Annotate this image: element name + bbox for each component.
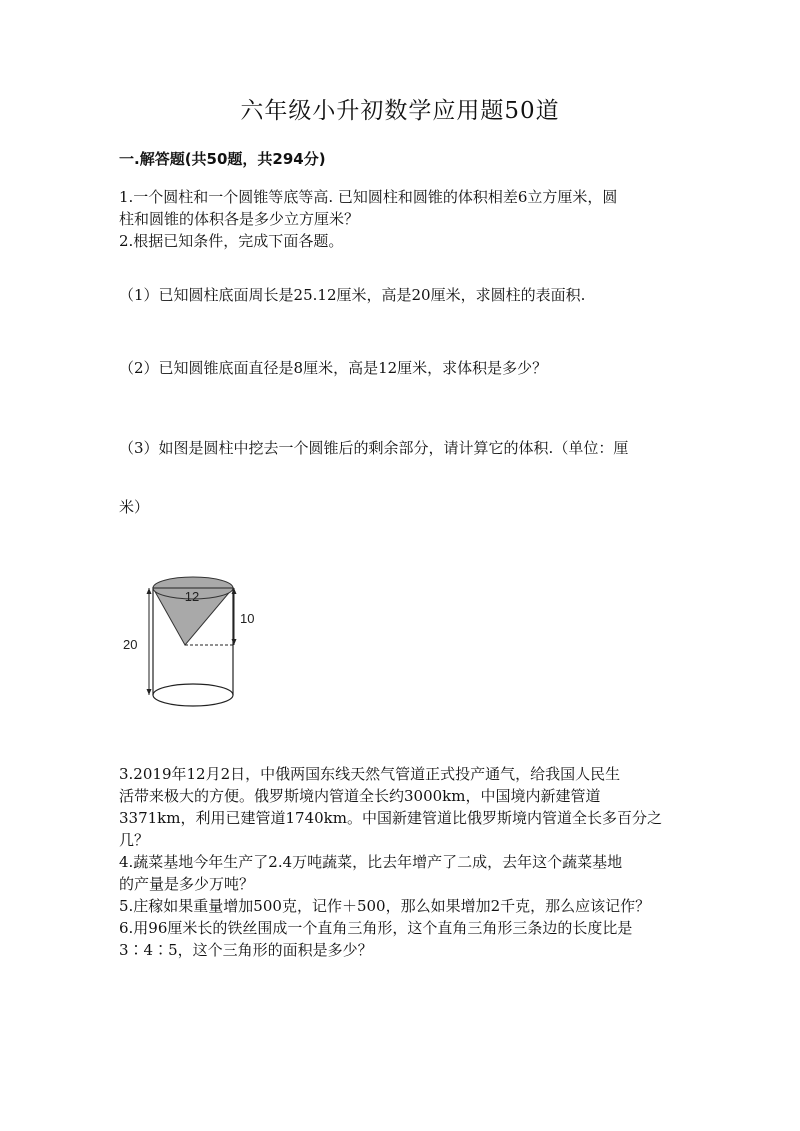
q3-line4: 几？ [119, 831, 150, 849]
cylinder-cone-figure [118, 572, 268, 712]
q2-part1: （1）已知圆柱底面周长是25.12厘米，高是20厘米，求圆柱的表面积. [119, 286, 586, 304]
q1-line1: 1.一个圆柱和一个圆锥等底等高. 已知圆柱和圆锥的体积相差6立方厘米，圆 [119, 188, 618, 206]
q3-line1: 3.2019年12月2日，中俄两国东线天然气管道正式投产通气，给我国人民生 [119, 765, 621, 783]
q2-part3-line2: 米） [119, 498, 150, 516]
section-heading: 一.解答题(共50题，共294分) [119, 150, 326, 168]
q4-line1: 4.蔬菜基地今年生产了2.4万吨蔬菜，比去年增产了二成，去年这个蔬菜基地 [119, 853, 623, 871]
cylinder-height-label: 20 [123, 637, 138, 652]
q6-line2: 3∶4∶5，这个三角形的面积是多少？ [119, 941, 373, 959]
q3-line3: 3371km，利用已建管道1740km。中国新建管道比俄罗斯境内管道全长多百分之 [119, 809, 662, 827]
q6-line1: 6.用96厘米长的铁丝围成一个直角三角形，这个直角三角形三条边的长度比是 [119, 919, 633, 937]
cone-height-label: 10 [240, 611, 255, 626]
q2-intro: 2.根据已知条件，完成下面各题。 [119, 232, 344, 250]
q2-part2: （2）已知圆锥底面直径是8厘米，高是12厘米，求体积是多少？ [119, 359, 548, 377]
page-title: 六年级小升初数学应用题50道 [240, 98, 560, 124]
q2-part3-line1: （3）如图是圆柱中挖去一个圆锥后的剩余部分，请计算它的体积.（单位：厘 [119, 439, 629, 457]
diameter-label: 12 [184, 589, 200, 604]
q1-line2: 柱和圆锥的体积各是多少立方厘米？ [119, 210, 360, 228]
q4-line2: 的产量是多少万吨？ [119, 875, 255, 893]
cylinder-bottom-ellipse [153, 684, 233, 706]
q5-line1: 5.庄稼如果重量增加500克，记作＋500，那么如果增加2千克，那么应该记作？ [119, 897, 651, 915]
q3-line2: 活带来极大的方便。俄罗斯境内管道全长约3000km，中国境内新建管道 [119, 787, 601, 805]
